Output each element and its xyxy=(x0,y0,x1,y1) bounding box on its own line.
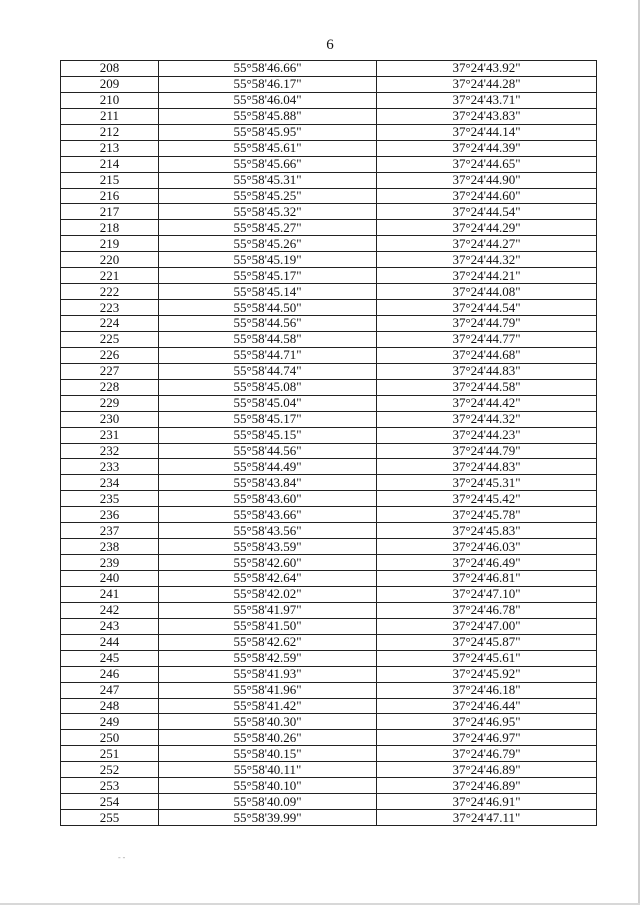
point-number-cell: 229 xyxy=(61,395,159,411)
table-row xyxy=(61,666,597,682)
longitude-cell: 37°24'46.79" xyxy=(377,746,597,762)
latitude-cell: 55°58'44.71" xyxy=(159,347,377,363)
latitude-cell: 55°58'40.30" xyxy=(159,714,377,730)
latitude-cell: 55°58'44.56" xyxy=(159,316,377,332)
coordinates-table xyxy=(60,60,597,826)
latitude-cell: 55°58'45.27" xyxy=(159,220,377,236)
table-row xyxy=(61,347,597,363)
table-row xyxy=(61,682,597,698)
point-number-cell: 247 xyxy=(61,682,159,698)
point-number-cell: 253 xyxy=(61,778,159,794)
latitude-cell: 55°58'39.99" xyxy=(159,810,377,826)
latitude-cell: 55°58'45.14" xyxy=(159,284,377,300)
longitude-cell: 37°24'44.68" xyxy=(377,347,597,363)
longitude-cell: 37°24'45.78" xyxy=(377,507,597,523)
longitude-cell: 37°24'44.65" xyxy=(377,156,597,172)
point-number-cell: 212 xyxy=(61,124,159,140)
longitude-cell: 37°24'44.79" xyxy=(377,443,597,459)
table-row xyxy=(61,523,597,539)
point-number-cell: 232 xyxy=(61,443,159,459)
point-number-cell: 231 xyxy=(61,427,159,443)
latitude-cell: 55°58'45.66" xyxy=(159,156,377,172)
point-number-cell: 246 xyxy=(61,666,159,682)
table-row xyxy=(61,778,597,794)
table-row xyxy=(61,300,597,316)
longitude-cell: 37°24'46.97" xyxy=(377,730,597,746)
longitude-cell: 37°24'44.21" xyxy=(377,268,597,284)
longitude-cell: 37°24'45.92" xyxy=(377,666,597,682)
table-row xyxy=(61,331,597,347)
longitude-cell: 37°24'45.31" xyxy=(377,475,597,491)
latitude-cell: 55°58'45.88" xyxy=(159,108,377,124)
point-number-cell: 245 xyxy=(61,650,159,666)
latitude-cell: 55°58'41.93" xyxy=(159,666,377,682)
point-number-cell: 242 xyxy=(61,602,159,618)
point-number-cell: 225 xyxy=(61,331,159,347)
point-number-cell: 214 xyxy=(61,156,159,172)
latitude-cell: 55°58'43.84" xyxy=(159,475,377,491)
point-number-cell: 230 xyxy=(61,411,159,427)
table-row xyxy=(61,252,597,268)
point-number-cell: 224 xyxy=(61,316,159,332)
table-row xyxy=(61,794,597,810)
latitude-cell: 55°58'45.61" xyxy=(159,140,377,156)
table-row xyxy=(61,204,597,220)
table-row xyxy=(61,363,597,379)
longitude-cell: 37°24'44.90" xyxy=(377,172,597,188)
latitude-cell: 55°58'45.19" xyxy=(159,252,377,268)
table-row xyxy=(61,634,597,650)
table-row xyxy=(61,650,597,666)
point-number-cell: 248 xyxy=(61,698,159,714)
longitude-cell: 37°24'47.10" xyxy=(377,586,597,602)
point-number-cell: 239 xyxy=(61,555,159,571)
point-number-cell: 237 xyxy=(61,523,159,539)
table-row xyxy=(61,108,597,124)
longitude-cell: 37°24'44.32" xyxy=(377,252,597,268)
table-row xyxy=(61,427,597,443)
longitude-cell: 37°24'43.83" xyxy=(377,108,597,124)
table-row xyxy=(61,284,597,300)
latitude-cell: 55°58'41.42" xyxy=(159,698,377,714)
point-number-cell: 211 xyxy=(61,108,159,124)
longitude-cell: 37°24'43.92" xyxy=(377,61,597,77)
latitude-cell: 55°58'42.62" xyxy=(159,634,377,650)
point-number-cell: 254 xyxy=(61,794,159,810)
latitude-cell: 55°58'45.17" xyxy=(159,411,377,427)
longitude-cell: 37°24'44.60" xyxy=(377,188,597,204)
latitude-cell: 55°58'41.96" xyxy=(159,682,377,698)
point-number-cell: 215 xyxy=(61,172,159,188)
page-number: 6 xyxy=(326,37,334,53)
table-row xyxy=(61,491,597,507)
longitude-cell: 37°24'45.87" xyxy=(377,634,597,650)
latitude-cell: 55°58'43.60" xyxy=(159,491,377,507)
latitude-cell: 55°58'40.11" xyxy=(159,762,377,778)
point-number-cell: 252 xyxy=(61,762,159,778)
latitude-cell: 55°58'46.66" xyxy=(159,61,377,77)
point-number-cell: 249 xyxy=(61,714,159,730)
latitude-cell: 55°58'44.56" xyxy=(159,443,377,459)
longitude-cell: 37°24'44.08" xyxy=(377,284,597,300)
table-row xyxy=(61,124,597,140)
latitude-cell: 55°58'40.10" xyxy=(159,778,377,794)
longitude-cell: 37°24'44.54" xyxy=(377,300,597,316)
longitude-cell: 37°24'44.77" xyxy=(377,331,597,347)
table-row xyxy=(61,618,597,634)
latitude-cell: 55°58'45.15" xyxy=(159,427,377,443)
longitude-cell: 37°24'47.11" xyxy=(377,810,597,826)
point-number-cell: 221 xyxy=(61,268,159,284)
latitude-cell: 55°58'42.02" xyxy=(159,586,377,602)
point-number-cell: 244 xyxy=(61,634,159,650)
point-number-cell: 243 xyxy=(61,618,159,634)
table-row xyxy=(61,411,597,427)
point-number-cell: 240 xyxy=(61,571,159,587)
longitude-cell: 37°24'47.00" xyxy=(377,618,597,634)
latitude-cell: 55°58'43.59" xyxy=(159,539,377,555)
longitude-cell: 37°24'46.95" xyxy=(377,714,597,730)
longitude-cell: 37°24'44.28" xyxy=(377,76,597,92)
longitude-cell: 37°24'44.83" xyxy=(377,363,597,379)
point-number-cell: 236 xyxy=(61,507,159,523)
table-row xyxy=(61,268,597,284)
latitude-cell: 55°58'42.64" xyxy=(159,571,377,587)
table-row xyxy=(61,762,597,778)
table-row xyxy=(61,220,597,236)
point-number-cell: 218 xyxy=(61,220,159,236)
longitude-cell: 37°24'45.61" xyxy=(377,650,597,666)
longitude-cell: 37°24'44.39" xyxy=(377,140,597,156)
latitude-cell: 55°58'45.31" xyxy=(159,172,377,188)
latitude-cell: 55°58'41.50" xyxy=(159,618,377,634)
table-row xyxy=(61,602,597,618)
longitude-cell: 37°24'46.91" xyxy=(377,794,597,810)
point-number-cell: 228 xyxy=(61,379,159,395)
longitude-cell: 37°24'46.89" xyxy=(377,762,597,778)
latitude-cell: 55°58'44.50" xyxy=(159,300,377,316)
point-number-cell: 255 xyxy=(61,810,159,826)
latitude-cell: 55°58'42.59" xyxy=(159,650,377,666)
latitude-cell: 55°58'45.26" xyxy=(159,236,377,252)
point-number-cell: 234 xyxy=(61,475,159,491)
point-number-cell: 223 xyxy=(61,300,159,316)
latitude-cell: 55°58'44.49" xyxy=(159,459,377,475)
point-number-cell: 213 xyxy=(61,140,159,156)
table-row xyxy=(61,395,597,411)
point-number-cell: 233 xyxy=(61,459,159,475)
point-number-cell: 209 xyxy=(61,76,159,92)
table-row xyxy=(61,507,597,523)
table-row xyxy=(61,555,597,571)
table-row xyxy=(61,475,597,491)
point-number-cell: 222 xyxy=(61,284,159,300)
longitude-cell: 37°24'46.18" xyxy=(377,682,597,698)
table-row xyxy=(61,714,597,730)
longitude-cell: 37°24'46.49" xyxy=(377,555,597,571)
table-row xyxy=(61,140,597,156)
point-number-cell: 217 xyxy=(61,204,159,220)
longitude-cell: 37°24'44.32" xyxy=(377,411,597,427)
point-number-cell: 219 xyxy=(61,236,159,252)
table-row xyxy=(61,443,597,459)
longitude-cell: 37°24'44.54" xyxy=(377,204,597,220)
point-number-cell: 250 xyxy=(61,730,159,746)
latitude-cell: 55°58'43.56" xyxy=(159,523,377,539)
coordinates-table-body xyxy=(61,61,597,826)
table-row xyxy=(61,539,597,555)
point-number-cell: 235 xyxy=(61,491,159,507)
longitude-cell: 37°24'44.58" xyxy=(377,379,597,395)
longitude-cell: 37°24'46.44" xyxy=(377,698,597,714)
table-row xyxy=(61,156,597,172)
longitude-cell: 37°24'45.83" xyxy=(377,523,597,539)
latitude-cell: 55°58'45.32" xyxy=(159,204,377,220)
point-number-cell: 216 xyxy=(61,188,159,204)
latitude-cell: 55°58'42.60" xyxy=(159,555,377,571)
longitude-cell: 37°24'44.29" xyxy=(377,220,597,236)
latitude-cell: 55°58'40.26" xyxy=(159,730,377,746)
table-row xyxy=(61,316,597,332)
table-row xyxy=(61,172,597,188)
longitude-cell: 37°24'46.81" xyxy=(377,571,597,587)
latitude-cell: 55°58'46.17" xyxy=(159,76,377,92)
point-number-cell: 227 xyxy=(61,363,159,379)
latitude-cell: 55°58'45.17" xyxy=(159,268,377,284)
point-number-cell: 241 xyxy=(61,586,159,602)
longitude-cell: 37°24'45.42" xyxy=(377,491,597,507)
longitude-cell: 37°24'43.71" xyxy=(377,92,597,108)
latitude-cell: 55°58'40.09" xyxy=(159,794,377,810)
table-row xyxy=(61,188,597,204)
latitude-cell: 55°58'41.97" xyxy=(159,602,377,618)
latitude-cell: 55°58'44.74" xyxy=(159,363,377,379)
latitude-cell: 55°58'45.08" xyxy=(159,379,377,395)
latitude-cell: 55°58'46.04" xyxy=(159,92,377,108)
latitude-cell: 55°58'40.15" xyxy=(159,746,377,762)
point-number-cell: 226 xyxy=(61,347,159,363)
longitude-cell: 37°24'44.27" xyxy=(377,236,597,252)
table-row xyxy=(61,76,597,92)
table-row xyxy=(61,810,597,826)
latitude-cell: 55°58'45.95" xyxy=(159,124,377,140)
point-number-cell: 251 xyxy=(61,746,159,762)
table-row xyxy=(61,746,597,762)
table-row xyxy=(61,571,597,587)
table-row xyxy=(61,379,597,395)
longitude-cell: 37°24'44.79" xyxy=(377,316,597,332)
point-number-cell: 210 xyxy=(61,92,159,108)
latitude-cell: 55°58'43.66" xyxy=(159,507,377,523)
latitude-cell: 55°58'44.58" xyxy=(159,331,377,347)
point-number-cell: 238 xyxy=(61,539,159,555)
longitude-cell: 37°24'46.89" xyxy=(377,778,597,794)
table-row xyxy=(61,586,597,602)
latitude-cell: 55°58'45.25" xyxy=(159,188,377,204)
table-row xyxy=(61,459,597,475)
point-number-cell: 208 xyxy=(61,61,159,77)
table-row xyxy=(61,730,597,746)
scan-artifact: ‐ ‐ xyxy=(118,853,126,862)
longitude-cell: 37°24'44.14" xyxy=(377,124,597,140)
latitude-cell: 55°58'45.04" xyxy=(159,395,377,411)
point-number-cell: 220 xyxy=(61,252,159,268)
longitude-cell: 37°24'46.78" xyxy=(377,602,597,618)
table-row xyxy=(61,61,597,77)
longitude-cell: 37°24'46.03" xyxy=(377,539,597,555)
longitude-cell: 37°24'44.83" xyxy=(377,459,597,475)
table-row xyxy=(61,236,597,252)
longitude-cell: 37°24'44.42" xyxy=(377,395,597,411)
table-row xyxy=(61,92,597,108)
longitude-cell: 37°24'44.23" xyxy=(377,427,597,443)
table-row xyxy=(61,698,597,714)
